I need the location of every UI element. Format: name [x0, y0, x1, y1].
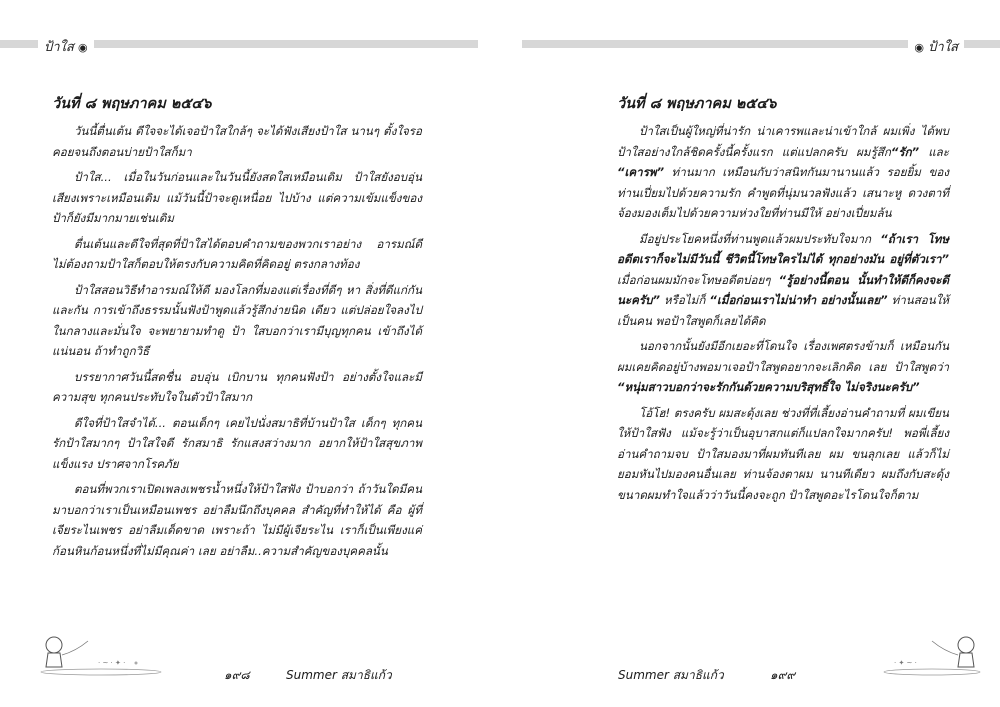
- left-page: [52, 92, 422, 566]
- child-doodle-illustration: [36, 625, 166, 677]
- paragraph: [617, 121, 949, 224]
- paragraph: ตื่นเต้นและดีใจที่สุดที่ป้าใสได้ตอบคำถามของพวกเราอย่าง อารมณ์ดี ไม่ต้องถามป้าใสก็ตอบให้ตรงกับความคิดที่คิดอยู่ ตรงกลางท้อง: [52, 236, 422, 271]
- bullet-icon: ◉: [914, 41, 925, 54]
- svg-text:· ✦ ~ ·: · ✦ ~ ·: [894, 659, 917, 667]
- quote-bold: “เคารพ”: [617, 165, 665, 179]
- paragraph: ป้าใสสอนวิธีทำอารมณ์ให้ดี มองโลกที่มองแต่เรื่องที่ดีๆ หา สิ่งที่ดีแก่กันและกัน การเข้าถึงธรรมนั้นฟังป้าพูดแล้วรู้สึกง่ายนิด เดียว แต่ปล่อยใจลงไปในกลางและมั่นใจ จะพยายามทำดู ป้า ใสบอกว่าเรามีบุญทุกคน เข้าถึงได้แน่นอน ถ้าทำถูกวิธี: [52, 282, 422, 358]
- text-run: ท่านสอนให้เป็นคน พอป้าใสพูดก็เลยได้คิด: [617, 293, 949, 328]
- svg-text:· ~ · ✦ ·: · ~ · ✦ ·: [98, 659, 126, 667]
- book-footer-right: Summer สมาธิแก้ว: [618, 668, 724, 682]
- running-header-left: [38, 36, 94, 57]
- quote-bold: “หนุ่มสาวบอกว่าจะรักกันด้วยความบริสุทธิ์ใจ ไม่จริงนะครับ”: [617, 380, 920, 394]
- paragraph: โอ้โฮ! ตรงครับ ผมสะดุ้งเลย ช่วงที่ที่เลี้ยงอ่านคำถามที่ ผมเขียนให้ป้าใสฟัง แม้จะรู้ว่าเป็นอุบาสกแต่ก็แปลกใจมากครับ! พอพี่เลี้ยงอ่านคำถามจบ ป้าใสมองมาที่ผมทันทีเลย ผม ขนลุกเลย แล้วก็ไม่ยอมหันไปมองคนอื่นเลย ท่านจ้องตาผม นานทีเดียว ผมถึงกับสะดุ้ง ขนาดผมทำใจแล้วว่าวันนี้คงจะถูก ป้าใสพูดอะไรโดนใจก็ตาม: [617, 405, 949, 502]
- quote-bold: “รู้อย่างนี้ตอน นั้นทำให้ดีก็คงจะดีนะครับ”: [617, 272, 950, 307]
- paragraph: [617, 229, 949, 332]
- text-run: หรือไม่ก็: [659, 293, 710, 307]
- quote-bold: “เมื่อก่อนเราไม่น่าทำ อย่างนั้นเลย”: [709, 293, 888, 307]
- quote-bold: “ถ้าเรา โทษอดีตเราก็จะไม่มีวันนี้ ชีวิตนี้โทษใครไม่ได้ ทุกอย่างมัน อยู่ที่ตัวเรา”: [617, 231, 950, 266]
- paragraph: [617, 336, 949, 398]
- paragraph: บรรยากาศวันนี้สดชื่น อบอุ่น เบิกบาน ทุกคนฟังป้า อย่างตั้งใจและมีความสุข ทุกคนประทับใจในตัวป้าใสมาก: [52, 369, 422, 404]
- bullet-icon: ◉: [77, 41, 88, 54]
- page-number-left: ๑๙๘: [224, 668, 250, 682]
- right-page: [617, 92, 949, 510]
- quote-bold: “รัก”: [890, 144, 920, 159]
- book-footer-left: Summer สมาธิแก้ว: [286, 668, 392, 682]
- entry-date: วันที่ ๘ พฤษภาคม ๒๕๔๖: [52, 96, 212, 112]
- page-number-right: ๑๙๙: [770, 668, 796, 682]
- paragraph: วันนี้ตื่นเต้น ดีใจจะได้เจอป้าใสใกล้ๆ จะได้ฟังเสียงป้าใส นานๆ ตั้งใจรอคอยจนถึงตอนบ่ายป้าใสก็มา: [52, 124, 422, 159]
- text-run: นอกจากนั้นยังมีอีกเยอะที่โดนใจ เรื่องเพศตรงข้ามก็ เหมือนกัน ผมเคยคิดอยู่บ้างพอมาเจอป้าใสพูดอยากจะเลิกคิด เลย ป้าใสพูดว่า: [617, 339, 949, 374]
- text-run: ท่านมาก เหมือนกับว่าสนิทกันมานานแล้ว รอยยิ้ม ของท่านเปี่ยมไปด้วยความรัก คำพูดที่นุ่มนวลฟังแล้ว เสนาะหู ดวงตาที่จ้องมองเต็มไปด้วยความห่วงใยที่ท่านมีให้ อย่างเปี่ยมล้น: [617, 165, 949, 220]
- paragraph: ตอนที่พวกเราเปิดเพลงเพชรน้ำหนึ่งให้ป้าใสฟัง ป้าบอกว่า ถ้าวันใดมีคนมาบอกว่าเราเป็นเหมือนเพชร อย่าลืมนึกถึงบุคคล สำคัญที่ทำให้ได้ คือ ผู้ที่เจียระไนเพชร อย่าลืมเด็ดขาด เพราะถ้า ไม่มีผู้เจียระไน เราก็เป็นเพียงแค่ก้อนหินก้อนหนึ่งที่ไม่มีคุณค่า เลย อย่าลืม..ความสำคัญของบุคคลนั้น: [52, 482, 422, 558]
- paragraph: ป้าใส... เมื่อในวันก่อนและในวันนี้ยังสดใสเหมือนเดิม ป้าใสยังอบอุ่น เสียงเพราะเหมือนเดิม แม้วันนี้ป้าจะดูเหนื่อย ไปบ้าง แต่ความเข้มแข็งของป้าก็ยังมีมากมายเช่นเดิม: [52, 170, 422, 225]
- entry-date: วันที่ ๘ พฤษภาคม ๒๕๔๖: [617, 96, 777, 112]
- text-run: และ: [919, 144, 949, 159]
- running-header-right: [908, 36, 964, 57]
- text-run: มีอยู่ประโยคหนึ่งที่ท่านพูดแล้วผมประทับใจมาก: [639, 231, 881, 246]
- text-run: เมื่อก่อนผมมักจะโทษอดีตบ่อยๆ: [617, 272, 779, 287]
- paragraph: ดีใจที่ป้าใสจำได้... ตอนเด็กๆ เคยไปนั่งสมาธิที่บ้านป้าใส เด็กๆ ทุกคนรักป้าใสมากๆ ป้าใสใจดี รักสมาธิ รักแสงสว่างมาก อยากให้ป้าใสสุขภาพแข็งแรง ปราศจากโรคภัย: [52, 415, 422, 471]
- child-doodle-illustration: [880, 625, 984, 677]
- running-header-title: ป้าใส: [44, 40, 74, 55]
- running-header-title: ป้าใส: [928, 40, 958, 55]
- text-run: ป้าใสเป็นผู้ใหญ่ที่น่ารัก น่าเคารพและน่าเข้าใกล้ ผมเพิ่ง ได้พบป้าใสอย่างใกล้ชิดครั้งนี้ครั้งแรก แต่แปลกครับ ผมรู้สึก: [617, 124, 949, 159]
